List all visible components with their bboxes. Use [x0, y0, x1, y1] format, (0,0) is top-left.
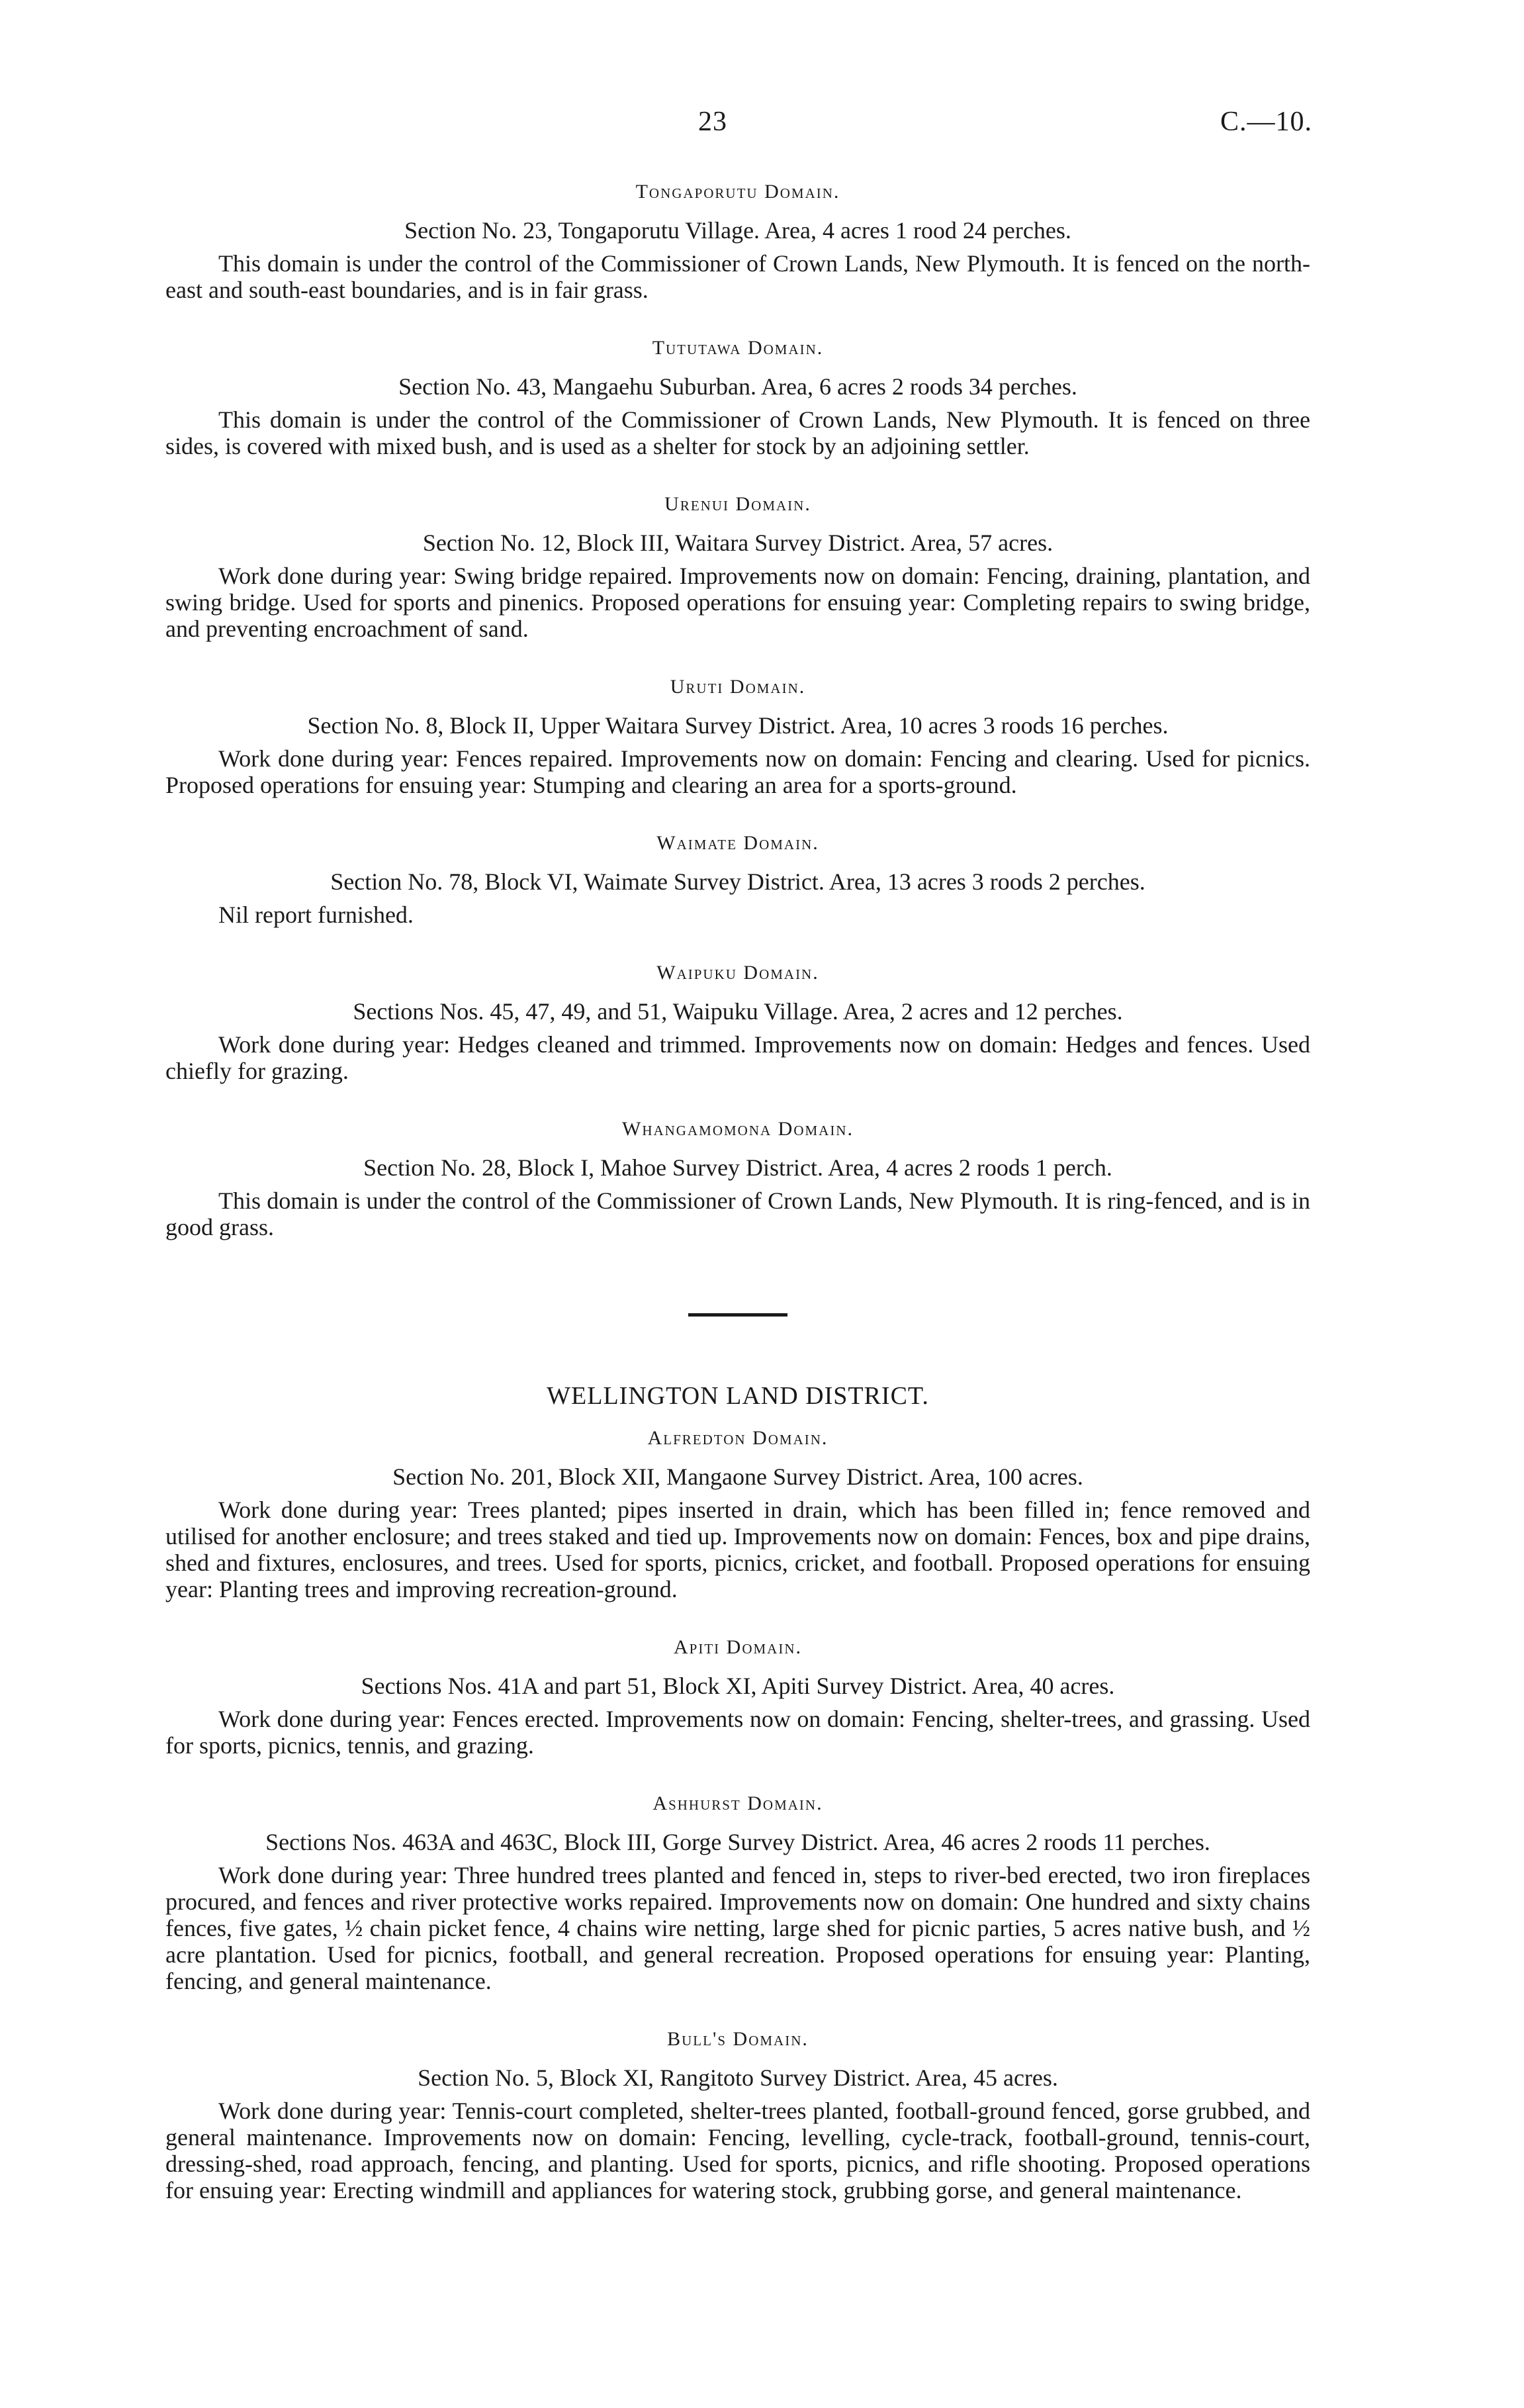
domain-location: Sections Nos. 45, 47, 49, and 51, Waipuku Village. Area, 2 acres and 12 perches.	[353, 998, 1123, 1025]
domain-section	[165, 1634, 1310, 1759]
domain-report: Work done during year: Trees planted; pipes inserted in drain, which has been filled in; fence removed and utilised for another enclosure; and trees staked and tied up. Improvements now on domain: Fences, box and pipe drains, shed and fixtures, enclosures, and trees. Used for sports, picnics, cricket, and football. Proposed operations for ensuing year: Planting trees and improving recreation-ground.	[165, 1497, 1310, 1602]
domain-report: This domain is under the control of the Commissioner of Crown Lands, New Plymouth. It is fenced on three sides, is covered with mixed bush, and is used as a shelter for stock by an adjoining settler.	[165, 406, 1310, 459]
domain-location: Section No. 23, Tongaporutu Village. Area, 4 acres 1 rood 24 perches.	[404, 217, 1071, 244]
domain-report: Work done during year: Three hundred trees planted and fenced in, steps to river-bed erected, two iron fireplaces procured, and fences and river protective works repaired. Improvements now on domain: One hundred and sixty chains fences, five gates, ½ chain picket fence, 4 chains wire netting, large shed for picnic parties, 5 acres native bush, and ½ acre plantation. Used for picnics, football, and general recreation. Proposed operations for ensuing year: Planting, fencing, and general maintenance.	[165, 1862, 1310, 1994]
domain-section	[165, 2026, 1310, 2203]
domain-title: Waipuku Domain.	[656, 962, 819, 984]
section-divider	[688, 1313, 787, 1317]
domain-section	[165, 1116, 1310, 1240]
domain-report: Work done during year: Fences repaired. Improvements now on domain: Fencing and clearing. Used for picnics. Proposed operations for ensuing year: Stumping and clearing an area for a sports-ground.	[165, 745, 1310, 798]
domain-location: Section No. 201, Block XII, Mangaone Survey District. Area, 100 acres.	[392, 1463, 1083, 1490]
domain-section	[165, 960, 1310, 1084]
domain-location: Sections Nos. 463A and 463C, Block III, Gorge Survey District. Area, 46 acres 2 roods 11 perches.	[265, 1829, 1210, 1855]
domain-location: Section No. 8, Block II, Upper Waitara Survey District. Area, 10 acres 3 roods 16 perches.	[307, 712, 1169, 739]
page-number: 23	[698, 107, 727, 137]
domain-location: Section No. 5, Block XI, Rangitoto Survey District. Area, 45 acres.	[418, 2064, 1058, 2091]
domain-section	[165, 335, 1310, 459]
domain-report: Work done during year: Swing bridge repaired. Improvements now on domain: Fencing, draining, plantation, and swing bridge. Used for sports and pinenics. Proposed operations for ensuing year: Completing repairs to swing bridge, and preventing encroachment of sand.	[165, 563, 1310, 642]
domain-title: Alfredton Domain.	[647, 1427, 829, 1449]
domain-title: Tongaporutu Domain.	[635, 181, 840, 203]
domain-report: Work done during year: Tennis-court completed, shelter-trees planted, football-ground fenced, gorse grubbed, and general maintenance. Improvements now on domain: Fencing, levelling, cycle-track, football-ground, tennis-court, dressing-shed, road approach, fencing, and planting. Used for sports, picnics, and rifle shooting. Proposed operations for ensuing year: Erecting windmill and appliances for watering stock, grubbing gorse, and general maintenance.	[165, 2098, 1310, 2203]
domain-location: Section No. 78, Block VI, Waimate Survey District. Area, 13 acres 3 roods 2 perches.	[330, 868, 1145, 895]
domain-section	[165, 674, 1310, 798]
domain-location: Sections Nos. 41A and part 51, Block XI, Apiti Survey District. Area, 40 acres.	[361, 1673, 1115, 1699]
domain-title: Uruti Domain.	[670, 676, 806, 698]
domain-section	[165, 179, 1310, 303]
domain-title: Whangamomona Domain.	[622, 1118, 854, 1140]
domain-location: Section No. 43, Mangaehu Suburban. Area, 6 acres 2 roods 34 perches.	[398, 373, 1077, 400]
domain-report: This domain is under the control of the Commissioner of Crown Lands, New Plymouth. It is ring-fenced, and is in good grass.	[165, 1187, 1310, 1240]
domain-section	[165, 1790, 1310, 1994]
page-header	[0, 106, 1524, 146]
page-content	[165, 179, 1310, 2235]
domain-report: This domain is under the control of the Commissioner of Crown Lands, New Plymouth. It is fenced on the north-east and south-east boundaries, and is in fair grass.	[165, 250, 1310, 303]
domain-title: Tututawa Domain.	[652, 337, 824, 359]
district-title: WELLINGTON LAND DISTRICT.	[547, 1382, 929, 1410]
domain-section	[165, 1425, 1310, 1602]
domain-section	[165, 830, 1310, 928]
domain-report: Nil report furnished.	[218, 902, 414, 928]
domain-title: Urenui Domain.	[664, 493, 811, 515]
domain-title: Bull's Domain.	[667, 2028, 809, 2050]
domain-location: Section No. 12, Block III, Waitara Survey District. Area, 57 acres.	[422, 530, 1053, 556]
domain-report: Work done during year: Fences erected. Improvements now on domain: Fencing, shelter-trees, and grassing. Used for sports, picnics, tennis, and grazing.	[165, 1706, 1310, 1759]
domain-title: Waimate Domain.	[656, 832, 819, 854]
domain-title: Ashhurst Domain.	[652, 1792, 823, 1814]
document-code: C.—10.	[1220, 107, 1312, 137]
domain-report: Work done during year: Hedges cleaned and trimmed. Improvements now on domain: Hedges and fences. Used chiefly for grazing.	[165, 1031, 1310, 1084]
domain-title: Apiti Domain.	[674, 1636, 802, 1658]
domain-location: Section No. 28, Block I, Mahoe Survey District. Area, 4 acres 2 roods 1 perch.	[363, 1154, 1112, 1181]
domain-section	[165, 491, 1310, 642]
